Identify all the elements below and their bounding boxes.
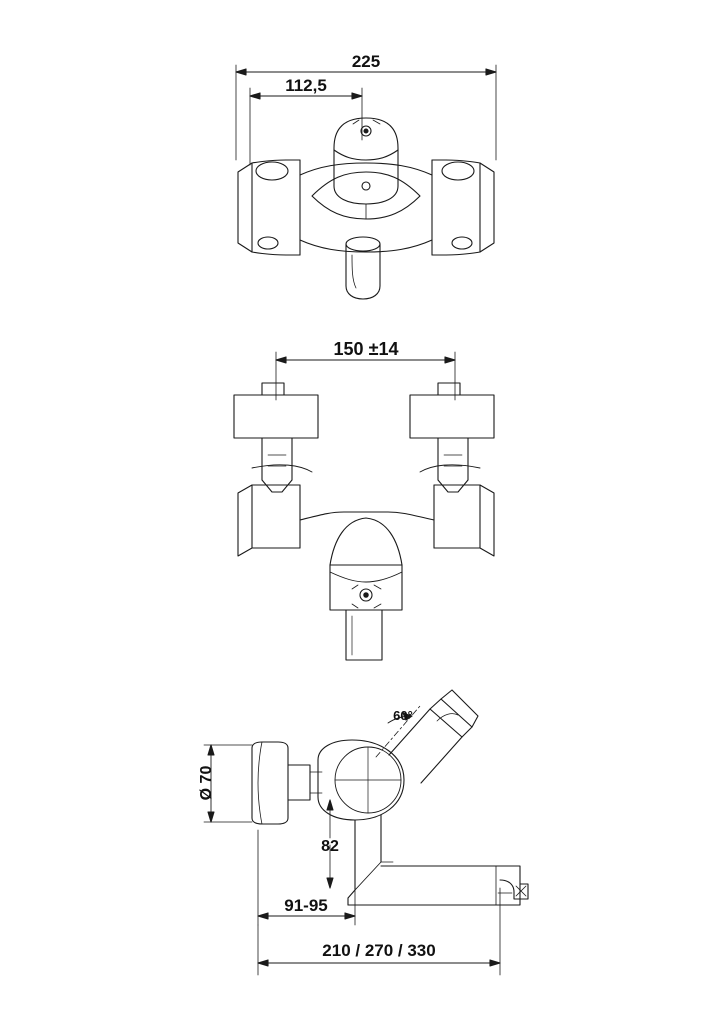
dimension-label-angle: 60° [393, 708, 413, 723]
dimension-label-spout-height: 82 [321, 838, 339, 855]
dimension-label-center-offset: 112,5 [285, 76, 327, 95]
dimension-label-wall-projection: 91-95 [284, 896, 328, 915]
dimension-label-spout-lengths: 210 / 270 / 330 [322, 941, 436, 960]
dimension-label-handle-diameter: Ø 70 [198, 765, 215, 801]
dimension-label-overall-width: 225 [351, 52, 381, 71]
dimension-label-inlet-spacing: 150 ±14 [333, 339, 399, 359]
